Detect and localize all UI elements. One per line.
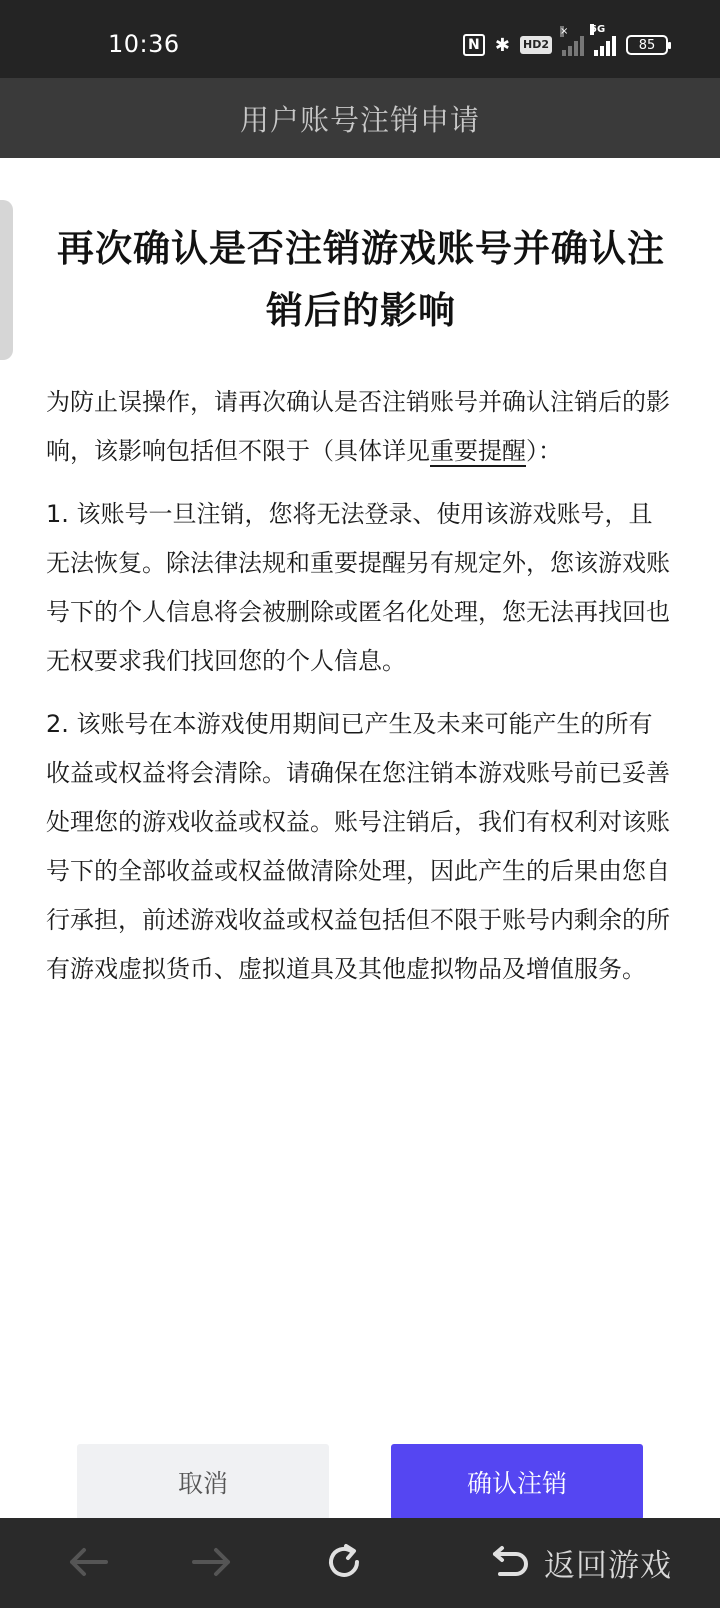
- notice-item-1: 1. 该账号一旦注销，您将无法登录、使用该游戏账号，且无法恢复。除法律法规和重要提醒另有规定外，您该游戏账号下的个人信息将会被删除或匿名化处理，您无法再找回也无权要求我们找回您的个人信息。: [46, 500, 670, 675]
- back-arrow-icon[interactable]: [64, 1538, 112, 1586]
- important-notice-link[interactable]: 重要提醒: [430, 437, 526, 465]
- nfc-icon: N: [463, 34, 485, 56]
- intro-suffix: ）：: [526, 437, 562, 465]
- status-bar: [0, 0, 720, 78]
- hd-voice-icon: HD2: [520, 36, 552, 54]
- reload-icon[interactable]: [320, 1538, 368, 1586]
- battery-level: 85: [638, 37, 656, 53]
- status-icons: [463, 24, 668, 60]
- signal-sim1-icon: ×: [562, 34, 584, 56]
- status-time: 10:36: [108, 30, 180, 58]
- title-bar: [0, 78, 720, 158]
- page-title: 用户账号注销申请: [239, 102, 480, 137]
- network-type-label: 5G: [590, 24, 606, 35]
- signal-5g-icon: [590, 24, 616, 56]
- side-drawer-handle[interactable]: [0, 200, 13, 360]
- return-to-game-button[interactable]: [492, 1536, 672, 1588]
- forward-arrow-icon[interactable]: [188, 1538, 236, 1586]
- battery-icon: [626, 35, 668, 55]
- confirm-deactivation-button[interactable]: 确认注销: [391, 1444, 643, 1520]
- intro-paragraph: [46, 378, 676, 476]
- bottom-nav: [0, 1518, 720, 1608]
- confirmation-heading: 再次确认是否注销游戏账号并确认注销后的影响: [57, 227, 665, 332]
- intro-text: 为防止误操作，请再次确认是否注销账号并确认注销后的影响，该影响包括但不限于（具体详见: [46, 388, 670, 465]
- bluetooth-icon: ✱: [494, 34, 510, 56]
- cancel-button[interactable]: 取消: [77, 1444, 329, 1520]
- content-area: [46, 218, 676, 994]
- return-icon: [492, 1542, 530, 1582]
- return-to-game-label: 返回游戏: [544, 1547, 672, 1584]
- notice-item-2: 2. 该账号在本游戏使用期间已产生及未来可能产生的所有收益或权益将会清除。请确保在您注销本游戏账号前已妥善处理您的游戏收益或权益。账号注销后，我们有权利对该账号下的全部收益或权益做清除处理，因此产生的后果由您自行承担，前述游戏收益或权益包括但不限于账号内剩余的所有游戏虚拟货币、虚拟道具及其他虚拟物品及增值服务。: [46, 710, 670, 983]
